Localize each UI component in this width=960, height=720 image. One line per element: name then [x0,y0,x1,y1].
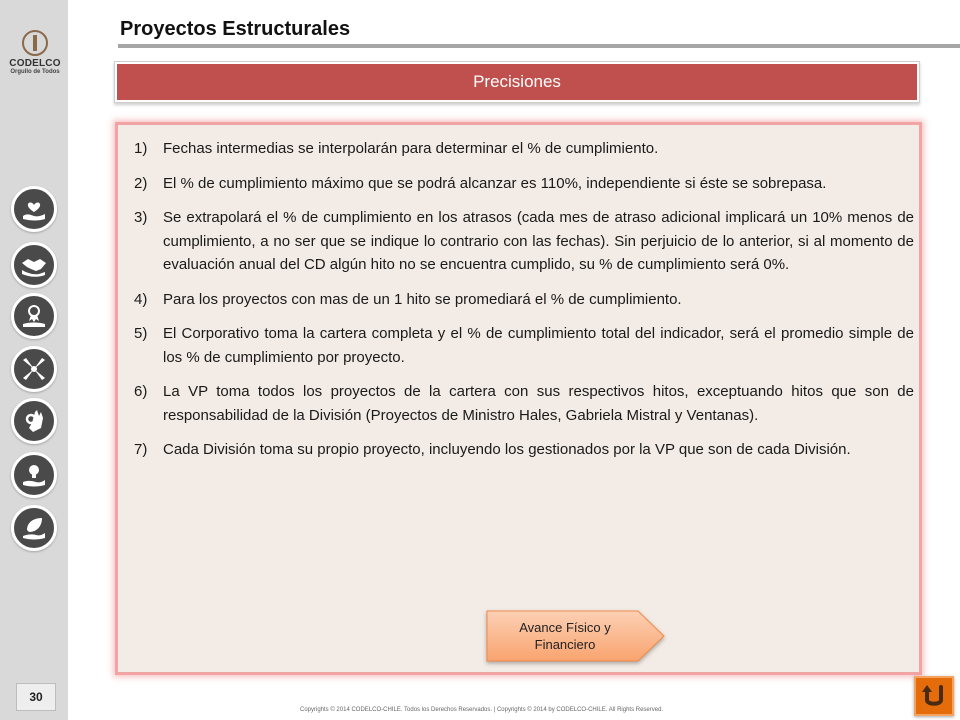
section-banner [114,61,920,103]
list-item-text: Se extrapolará el % de cumplimiento en los atrasos (cada mes de atraso adicional implicará un 10% menos de cumplimiento, a no ser que se indique lo contrario con las fechas). Sin perjuicio de lo anterior, si al momento de evaluación anual del CD algún hito no se encuentra cumplido, su % de cumplimiento será 0%. [163,209,914,273]
nav-button-line2: Financiero [534,637,596,652]
footer-copyright: Copyrights © 2014 CODELCO-CHILE. Todos los Derechos Reservados. | Copyrights © 2014 by CODELCO-CHILE. All Rights Reserved. [300,707,664,713]
list-item [134,438,914,462]
list-item [134,322,914,369]
section-banner-label: Precisiones [117,64,917,100]
avance-fisico-financiero-button[interactable] [486,610,666,662]
teamwork-hands-icon[interactable] [11,346,57,392]
award-person-icon[interactable] [11,293,57,339]
numbered-list [134,137,914,473]
nav-button-label [486,610,638,662]
title-divider [118,44,960,48]
leaf-hand-icon[interactable] [11,505,57,551]
list-item-number: 5) [134,325,148,342]
page-title: Proyectos Estructurales [120,18,351,40]
lightbulb-hand-icon[interactable] [11,452,57,498]
list-item-text: La VP toma todos los proyectos de la cartera con sus respectivos hitos, exceptuando hitos que son de responsabilidad de la División (Proyectos de Ministro Hales, Gabriela Mistral y Ventanas). [163,383,914,424]
list-item-text: Para los proyectos con mas de un 1 hito se promediará el % de cumplimiento. [163,290,682,308]
list-item-text: Cada División toma su propio proyecto, incluyendo los gestionados por la VP que son de cada División. [163,441,851,458]
nav-button-line1: Avance Físico y [519,620,611,635]
list-item [134,172,914,196]
logo-brand: CODELCO [9,58,61,69]
list-item [134,288,914,312]
content-box [115,122,922,675]
heart-hand-icon[interactable] [11,186,57,232]
list-item-number: 7) [134,441,148,458]
list-item-number: 3) [134,209,148,226]
list-item-number: 4) [134,290,148,308]
list-item-text: El % de cumplimiento máximo que se podrá alcanzar es 110%, independiente si éste se sobrepasa. [163,174,827,192]
list-item [134,137,914,161]
list-item [134,206,914,277]
list-item-number: 1) [134,140,148,157]
sidebar [0,0,68,720]
list-item [134,380,914,427]
list-item-number: 6) [134,383,148,400]
list-item-text: Fechas intermedias se interpolarán para determinar el % de cumplimiento. [163,140,659,157]
handshake-icon[interactable] [11,242,57,288]
u-turn-icon [920,682,948,710]
codelco-logo-mark [22,30,48,56]
list-item-number: 2) [134,174,148,192]
back-button[interactable] [914,676,954,716]
ok-gesture-icon[interactable] [11,398,57,444]
codelco-logo [4,30,66,90]
list-item-text: El Corporativo toma la cartera completa y el % de cumplimiento total del indicador, será el promedio simple de los % de cumplimiento por proyecto. [163,325,914,366]
logo-tagline: Orgullo de Todos [10,69,60,75]
page-number: 30 [16,683,56,711]
